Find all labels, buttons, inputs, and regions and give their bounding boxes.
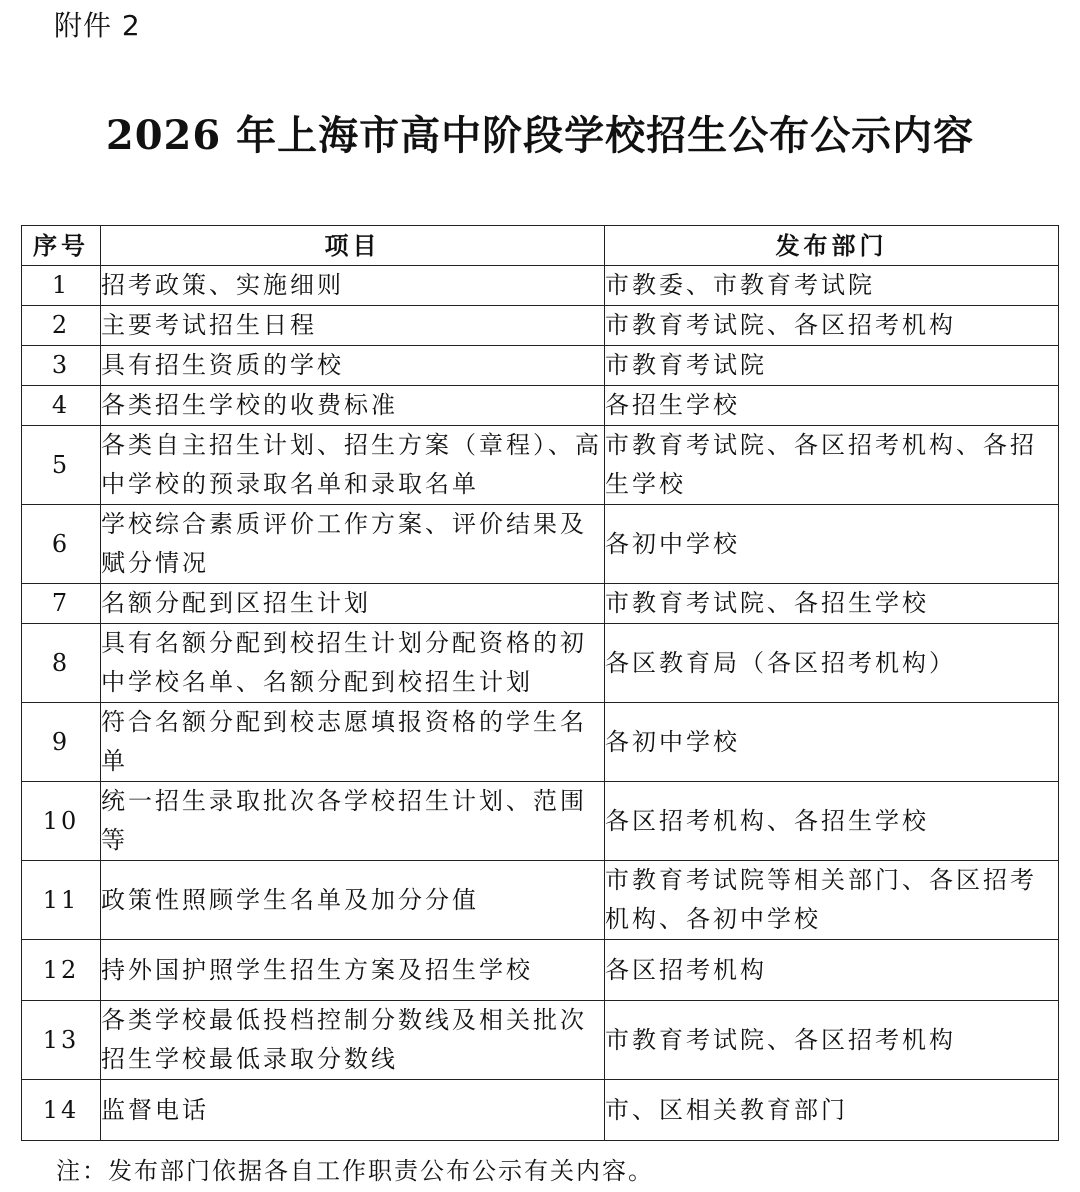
table-header-row	[22, 226, 1059, 266]
table-row	[22, 861, 1059, 940]
row-department: 各区招考机构、各招生学校	[605, 782, 1059, 861]
attachment-label: 附件 2	[54, 9, 141, 42]
row-department: 各初中学校	[605, 703, 1059, 782]
row-number: 7	[22, 584, 101, 624]
row-item: 具有名额分配到校招生计划分配资格的初中学校名单、名额分配到校招生计划	[101, 624, 605, 703]
row-number: 9	[22, 703, 101, 782]
row-number: 1	[22, 266, 101, 306]
row-item: 监督电话	[101, 1080, 605, 1141]
table-row	[22, 782, 1059, 861]
table-row	[22, 584, 1059, 624]
table-row	[22, 306, 1059, 346]
row-department: 市、区相关教育部门	[605, 1080, 1059, 1141]
row-number: 6	[22, 505, 101, 584]
row-department: 各区招考机构	[605, 940, 1059, 1001]
row-department: 市教育考试院、各区招考机构	[605, 306, 1059, 346]
table-row	[22, 426, 1059, 505]
row-item: 名额分配到区招生计划	[101, 584, 605, 624]
row-number: 2	[22, 306, 101, 346]
header-serial-number: 序号	[22, 226, 101, 266]
row-department: 市教育考试院、各区招考机构	[605, 1001, 1059, 1080]
header-item: 项目	[101, 226, 605, 266]
row-number: 12	[22, 940, 101, 1001]
row-item: 主要考试招生日程	[101, 306, 605, 346]
row-department: 市教育考试院	[605, 346, 1059, 386]
table-row	[22, 624, 1059, 703]
row-department: 市教育考试院、各招生学校	[605, 584, 1059, 624]
row-department: 市教育考试院等相关部门、各区招考机构、各初中学校	[605, 861, 1059, 940]
row-number: 11	[22, 861, 101, 940]
row-number: 5	[22, 426, 101, 505]
page-title: 2026 年上海市高中阶段学校招生公布公示内容	[105, 112, 975, 159]
table-row	[22, 386, 1059, 426]
row-item: 学校综合素质评价工作方案、评价结果及赋分情况	[101, 505, 605, 584]
row-item: 政策性照顾学生名单及加分分值	[101, 861, 605, 940]
row-number: 4	[22, 386, 101, 426]
row-item: 招考政策、实施细则	[101, 266, 605, 306]
row-number: 10	[22, 782, 101, 861]
row-number: 13	[22, 1001, 101, 1080]
row-number: 8	[22, 624, 101, 703]
table-row	[22, 505, 1059, 584]
row-number: 3	[22, 346, 101, 386]
row-item: 各类学校最低投档控制分数线及相关批次招生学校最低录取分数线	[101, 1001, 605, 1080]
header-publishing-department: 发布部门	[605, 226, 1059, 266]
footnote: 注：发布部门依据各自工作职责公布公示有关内容。	[56, 1157, 654, 1185]
row-item: 统一招生录取批次各学校招生计划、范围等	[101, 782, 605, 861]
table-row	[22, 266, 1059, 306]
publication-table	[21, 225, 1059, 1141]
table-row	[22, 1080, 1059, 1141]
row-item: 各类自主招生计划、招生方案（章程）、高中学校的预录取名单和录取名单	[101, 426, 605, 505]
table-row	[22, 346, 1059, 386]
row-item: 各类招生学校的收费标准	[101, 386, 605, 426]
row-item: 具有招生资质的学校	[101, 346, 605, 386]
row-department: 各初中学校	[605, 505, 1059, 584]
row-department: 市教育考试院、各区招考机构、各招生学校	[605, 426, 1059, 505]
row-number: 14	[22, 1080, 101, 1141]
row-department: 各招生学校	[605, 386, 1059, 426]
table-row	[22, 1001, 1059, 1080]
table-row	[22, 703, 1059, 782]
table-row	[22, 940, 1059, 1001]
row-item: 持外国护照学生招生方案及招生学校	[101, 940, 605, 1001]
row-department: 各区教育局（各区招考机构）	[605, 624, 1059, 703]
row-item: 符合名额分配到校志愿填报资格的学生名单	[101, 703, 605, 782]
row-department: 市教委、市教育考试院	[605, 266, 1059, 306]
